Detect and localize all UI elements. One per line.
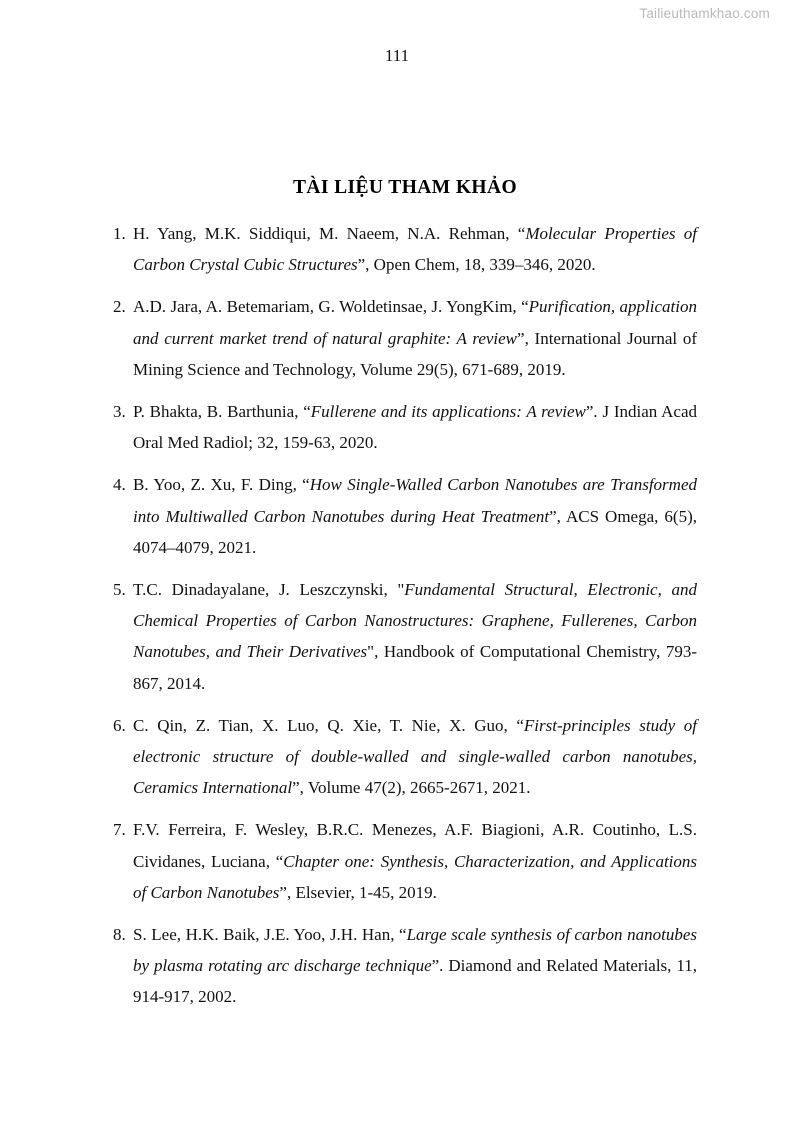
reference-entry [113, 814, 697, 908]
reference-entry [113, 218, 697, 280]
reference-number: 6. [113, 715, 126, 735]
reference-number: 4. [113, 475, 126, 495]
reference-number: 2. [113, 297, 126, 317]
reference-number: 1. [113, 224, 126, 243]
reference-entry [113, 710, 697, 804]
reference-text: F.V. Ferreira, F. Wesley, B.R.C. Menezes, A.F. Biagioni, A.R. Coutinho, L.S. Cividanes, Luciana, “Chapter one: Synthesis, Characterization, and Applications of Carbon Nanotubes”, Elsevier, 1-45, 2019. [133, 820, 698, 902]
reference-text: C. Qin, Z. Tian, X. Luo, Q. Xie, T. Nie, X. Guo, “First-principles study of electronic structure of double-walled and single-walled carbon nanotubes, Ceramics International”, Volume 47(2), 2665-2671, 2021. [133, 715, 697, 798]
reference-number: 3. [113, 402, 126, 422]
reference-text: P. Bhakta, B. Barthunia, “Fullerene and its applications: A review”. J Indian Acad Oral Med Radiol; 32, 159-63, 2020. [133, 402, 697, 453]
page-number: 111 [384, 46, 410, 65]
reference-number: 5. [113, 580, 126, 600]
reference-text: S. Lee, H.K. Baik, J.E. Yoo, J.H. Han, “Large scale synthesis of carbon nanotubes by plasma rotating arc discharge technique”. Diamond and Related Materials, 11, 914-917, 2002. [133, 925, 697, 1007]
reference-text: B. Yoo, Z. Xu, F. Ding, “How Single-Walled Carbon Nanotubes are Transformed into Multiwalled Carbon Nanotubes during Heat Treatment”, ACS Omega, 6(5), 4074–4079, 2021. [133, 475, 697, 557]
reference-number: 7. [113, 820, 126, 840]
reference-entry [113, 396, 697, 458]
page-content [113, 175, 697, 1013]
reference-list [113, 218, 697, 1013]
reference-entry [113, 919, 697, 1013]
reference-text: A.D. Jara, A. Betemariam, G. Woldetinsae, J. YongKim, “Purification, application and current market trend of natural graphite: A review”, International Journal of Mining Science and Technology, Volume 29(5), 671-689, 2019. [133, 297, 697, 379]
reference-entry [113, 291, 697, 385]
reference-number: 8. [113, 925, 126, 945]
reference-text: H. Yang, M.K. Siddiqui, M. Naeem, N.A. Rehman, “Molecular Properties of Carbon Crystal Cubic Structures”, Open Chem, 18, 339–346, 2020. [133, 224, 697, 275]
reference-entry [113, 574, 697, 699]
reference-entry [113, 469, 697, 563]
page-title: TÀI LIỆU THAM KHẢO [292, 177, 518, 198]
watermark-text: Tailieuthamkhao.com [639, 6, 770, 21]
reference-text: T.C. Dinadayalane, J. Leszczynski, "Fundamental Structural, Electronic, and Chemical Properties of Carbon Nanostructures: Graphene, Fullerenes, Carbon Nanotubes, and Their Derivatives", Handbook of Computational Chemistry, 793-867, 2014. [133, 580, 698, 693]
